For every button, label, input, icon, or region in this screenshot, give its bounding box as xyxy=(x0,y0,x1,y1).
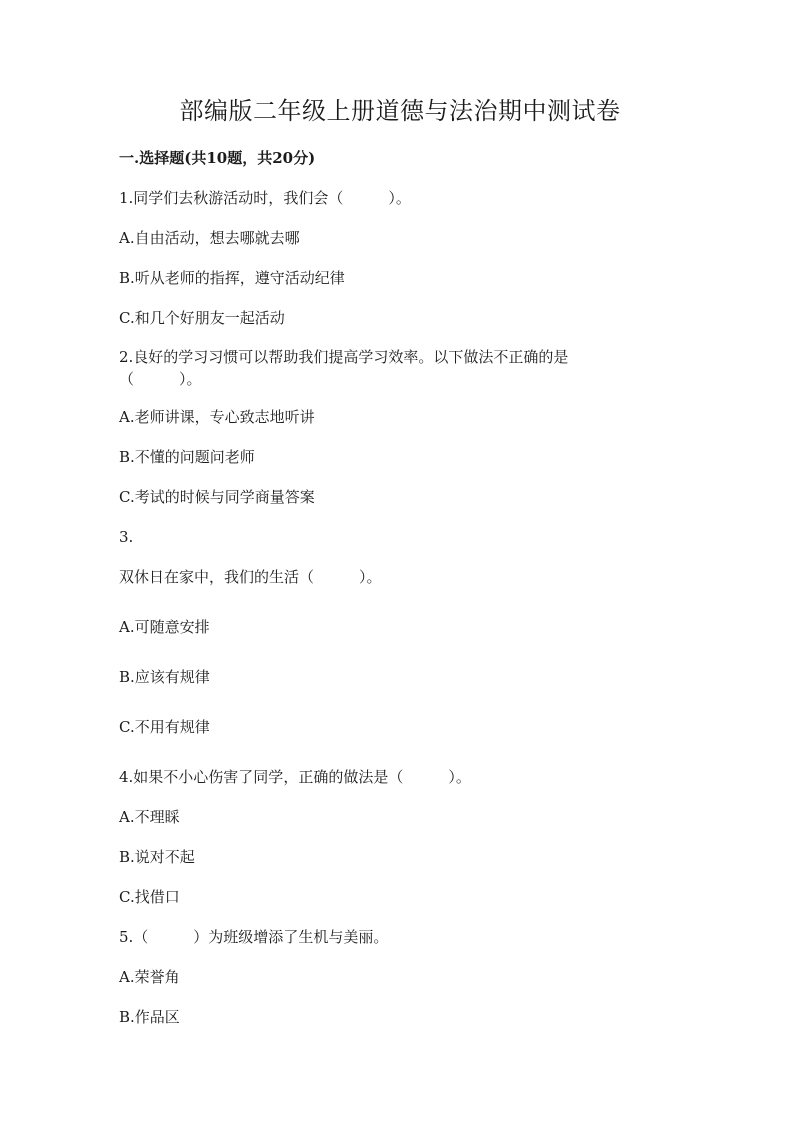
question-4-option-a: A.不理睬 xyxy=(119,808,180,826)
question-3-option-b: B.应该有规律 xyxy=(119,668,210,686)
question-4-option-b: B.说对不起 xyxy=(119,848,195,866)
question-4-option-c: C.找借口 xyxy=(119,888,180,906)
question-5-option-a: A.荣誉角 xyxy=(119,968,180,986)
question-1-option-b: B.听从老师的指挥，遵守活动纪律 xyxy=(119,269,345,287)
question-3-option-c: C.不用有规律 xyxy=(119,718,210,736)
question-1-option-c: C.和几个好朋友一起活动 xyxy=(119,309,285,327)
question-2-stem-line-2: （ ）。 xyxy=(119,370,202,388)
question-3-stem: 双休日在家中，我们的生活（ ）。 xyxy=(119,568,382,586)
question-2-option-a: A.老师讲课，专心致志地听讲 xyxy=(119,408,315,426)
question-1-stem: 1.同学们去秋游活动时，我们会（ ）。 xyxy=(119,189,411,207)
question-5-stem: 5.（ ）为班级增添了生机与美丽。 xyxy=(119,928,389,946)
question-3-option-a: A.可随意安排 xyxy=(119,618,210,636)
question-2-option-b: B.不懂的问题问老师 xyxy=(119,448,255,466)
question-2-stem-line-1: 2.良好的学习习惯可以帮助我们提高学习效率。以下做法不正确的是 xyxy=(119,348,569,366)
section-heading: 一.选择题(共10题，共20分) xyxy=(119,149,316,167)
page-title: 部编版二年级上册道德与法治期中测试卷 xyxy=(179,97,621,125)
question-1-option-a: A.自由活动，想去哪就去哪 xyxy=(119,229,300,247)
question-5-option-b: B.作品区 xyxy=(119,1008,180,1026)
question-3-number: 3. xyxy=(119,528,134,546)
question-2-option-c: C.考试的时候与同学商量答案 xyxy=(119,488,315,506)
question-4-stem: 4.如果不小心伤害了同学，正确的做法是（ ）。 xyxy=(119,768,471,786)
